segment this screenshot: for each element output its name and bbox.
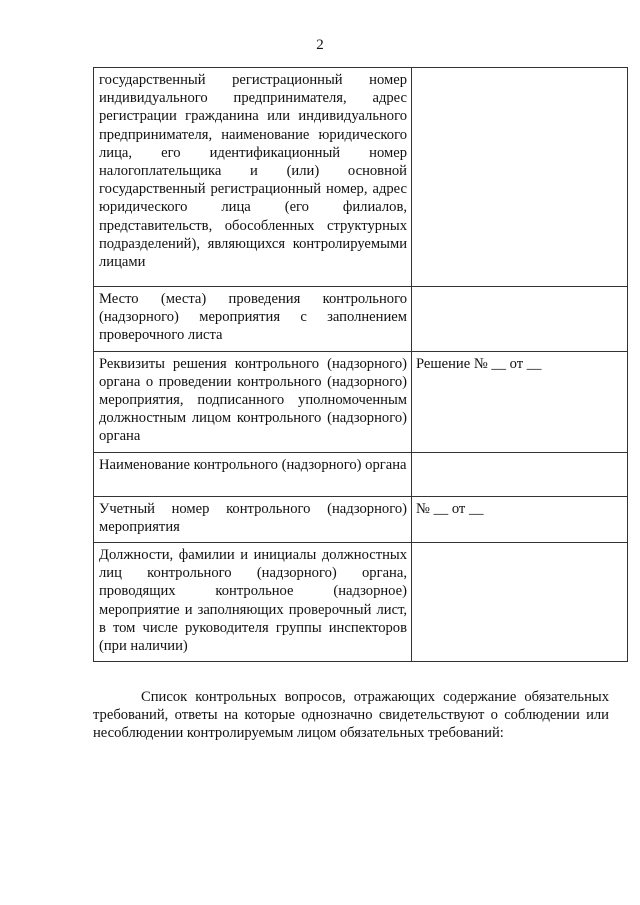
inspection-details-table bbox=[93, 67, 628, 662]
table-row bbox=[94, 452, 628, 496]
row-value-registration-info bbox=[412, 68, 628, 287]
row-value-officials bbox=[412, 543, 628, 662]
row-label-decision-details: Реквизиты решения контрольного (надзорного) органа о проведении контрольного (надзорного) мероприятия, подписанного уполномоченным должностным лицом контрольного (надзорного) органа bbox=[94, 351, 412, 452]
table-row bbox=[94, 351, 628, 452]
table-row bbox=[94, 68, 628, 287]
row-value-decision-details: Решение № __ от __ bbox=[412, 351, 628, 452]
row-label-location: Место (места) проведения контрольного (надзорного) мероприятия с заполнением проверочного листа bbox=[94, 287, 412, 352]
control-questions-intro: Список контрольных вопросов, отражающих содержание обязательных требований, ответы на которые однозначно свидетельствуют о соблюдении или несоблюдении контролируемым лицом обязательных требований: bbox=[93, 689, 609, 742]
row-label-authority-name: Наименование контрольного (надзорного) органа bbox=[94, 452, 412, 496]
page-number: 2 bbox=[316, 37, 324, 53]
table-row bbox=[94, 496, 628, 542]
row-label-registration-number: Учетный номер контрольного (надзорного) мероприятия bbox=[94, 496, 412, 542]
row-label-officials: Должности, фамилии и инициалы должностных лиц контрольного (надзорного) органа, проводящих контрольное (надзорное) мероприятие и заполняющих проверочный лист, в том числе руководителя группы инспекторов (при наличии) bbox=[94, 543, 412, 662]
table-row bbox=[94, 287, 628, 352]
table-row bbox=[94, 543, 628, 662]
row-value-registration-number: № __ от __ bbox=[412, 496, 628, 542]
row-label-registration-info: государственный регистрационный номер индивидуального предпринимателя, адрес регистрации гражданина или индивидуального предпринимателя, наименование юридического лица, его идентификационный номер налогоплательщика и (или) основной государственный регистрационный номер, адрес юридического лица (его филиалов, представительств, обособленных структурных подразделений), являющихся контролируемыми лицами bbox=[94, 68, 412, 287]
row-value-location bbox=[412, 287, 628, 352]
row-value-authority-name bbox=[412, 452, 628, 496]
